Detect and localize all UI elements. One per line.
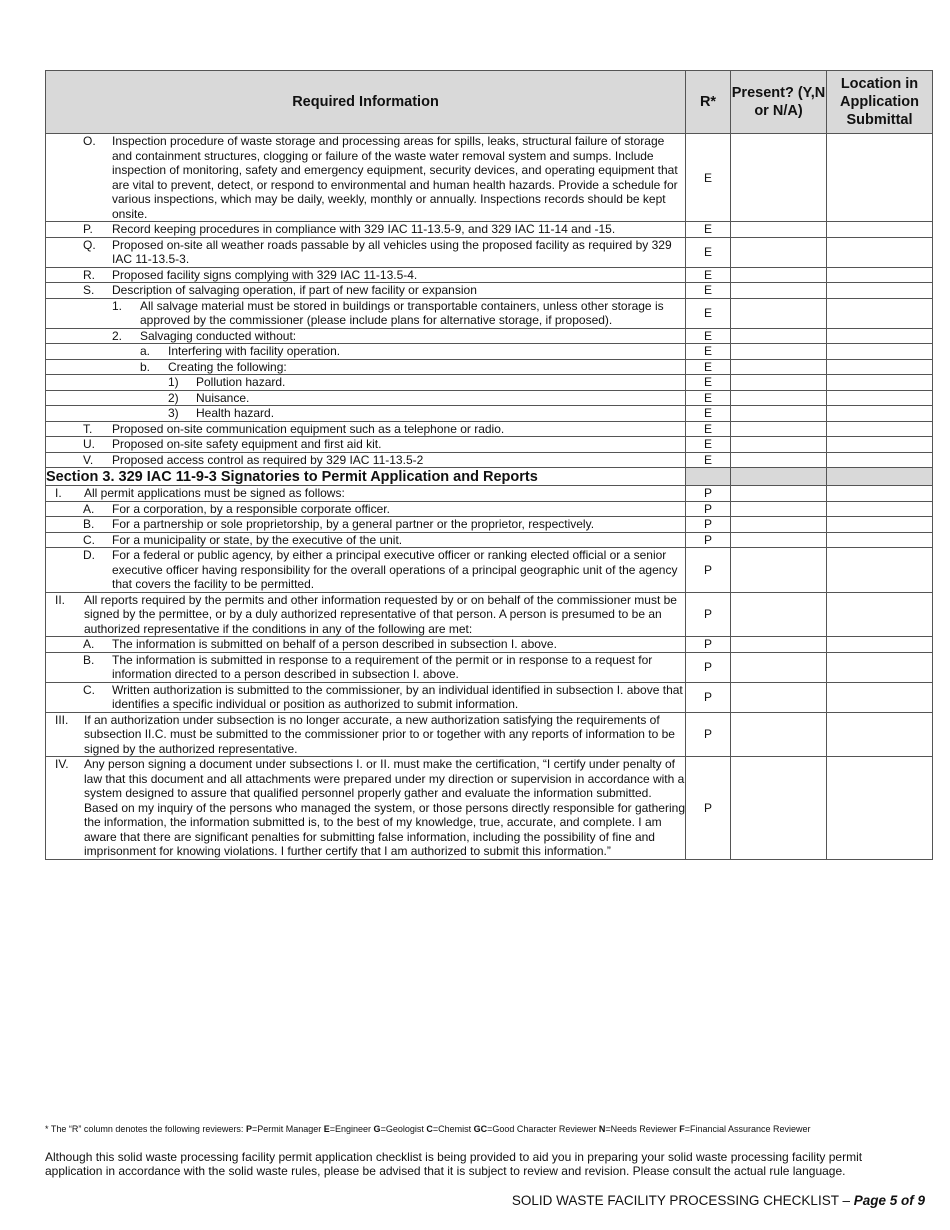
reviewer-footnote bbox=[45, 1124, 811, 1134]
header-present: Present? (Y,N or N/A) bbox=[731, 71, 827, 134]
item-text: Health hazard. bbox=[196, 406, 275, 420]
list-item bbox=[46, 502, 685, 517]
required-info-cell bbox=[46, 390, 686, 406]
item-marker: b. bbox=[140, 359, 151, 374]
present-cell[interactable] bbox=[731, 592, 827, 637]
item-text: Record keeping procedures in compliance with 329 IAC 11-13.5-9, and 329 IAC 11-14 and -15. bbox=[112, 222, 616, 236]
location-cell[interactable] bbox=[827, 406, 933, 422]
location-cell[interactable] bbox=[827, 757, 933, 860]
required-info-cell bbox=[46, 548, 686, 593]
list-item bbox=[46, 238, 685, 267]
required-info-cell bbox=[46, 712, 686, 757]
disclaimer-text: Although this solid waste processing facility permit application checklist is being provided to aid you in preparing your solid waste processing facility permit application in accordance with the solid waste rules, please be advised that it is subject to review and revision. Please consult the actual rule language. bbox=[45, 1150, 863, 1178]
location-cell[interactable] bbox=[827, 222, 933, 238]
required-info-cell bbox=[46, 222, 686, 238]
reviewer-code: P bbox=[686, 757, 731, 860]
location-cell[interactable] bbox=[827, 682, 933, 712]
reviewer-code-label: =Chemist bbox=[432, 1124, 474, 1134]
required-info-cell bbox=[46, 406, 686, 422]
item-text: Creating the following: bbox=[168, 359, 287, 374]
reviewer-code-label: =Good Character Reviewer bbox=[487, 1124, 599, 1134]
table-row bbox=[46, 375, 933, 391]
location-cell[interactable] bbox=[827, 452, 933, 468]
table-row bbox=[46, 344, 933, 360]
reviewer-code-key: N bbox=[598, 1124, 606, 1134]
section-3-title: Section 3. 329 IAC 11-9-3 Signatories to Permit Application and Reports bbox=[46, 468, 686, 486]
item-text: Salvaging conducted without: bbox=[140, 328, 297, 343]
item-marker: 1) bbox=[168, 375, 179, 389]
table-row bbox=[46, 452, 933, 468]
table-row bbox=[46, 548, 933, 593]
item-marker: IV. bbox=[55, 757, 69, 771]
item-marker: A. bbox=[83, 501, 95, 516]
location-cell[interactable] bbox=[827, 486, 933, 502]
required-info-cell bbox=[46, 134, 686, 222]
reviewer-code: E bbox=[686, 375, 731, 391]
present-cell[interactable] bbox=[731, 375, 827, 391]
list-item bbox=[46, 533, 685, 548]
present-cell[interactable] bbox=[731, 757, 827, 860]
required-info-cell bbox=[46, 328, 686, 344]
reviewer-code-key: E bbox=[323, 1124, 330, 1134]
required-info-cell bbox=[46, 517, 686, 533]
list-item bbox=[46, 329, 685, 344]
list-item bbox=[46, 222, 685, 237]
item-marker: I. bbox=[55, 486, 62, 500]
item-text: All reports required by the permits and other information requested by or on behalf of the commissioner must be signed by the permittee, or by a duly authorized representative of that person. A person is presumed to be an authorized representative if the conditions in any of the following are met: bbox=[84, 592, 677, 636]
reviewer-code: P bbox=[686, 592, 731, 637]
present-cell[interactable] bbox=[731, 298, 827, 328]
present-cell[interactable] bbox=[731, 328, 827, 344]
item-marker: II. bbox=[55, 592, 66, 607]
reviewer-code: E bbox=[686, 298, 731, 328]
reviewer-code: P bbox=[686, 517, 731, 533]
present-cell[interactable] bbox=[731, 222, 827, 238]
required-info-cell bbox=[46, 237, 686, 267]
required-info-cell bbox=[46, 501, 686, 517]
location-cell[interactable] bbox=[827, 237, 933, 267]
list-item bbox=[46, 268, 685, 283]
present-cell[interactable] bbox=[731, 452, 827, 468]
reviewer-code: E bbox=[686, 390, 731, 406]
table-row bbox=[46, 390, 933, 406]
item-text: Pollution hazard. bbox=[196, 375, 286, 389]
list-item bbox=[46, 375, 685, 390]
footnote-prefix: * The “R” column denotes the following reviewers: bbox=[45, 1124, 246, 1134]
list-item bbox=[46, 134, 685, 221]
item-marker: V. bbox=[83, 452, 94, 467]
required-info-cell bbox=[46, 344, 686, 360]
reviewer-code: E bbox=[686, 452, 731, 468]
reviewer-code: E bbox=[686, 437, 731, 453]
item-marker: a. bbox=[140, 344, 151, 358]
page-number: Page 5 of 9 bbox=[853, 1193, 925, 1208]
table-row bbox=[46, 267, 933, 283]
table-row bbox=[46, 283, 933, 299]
table-row bbox=[46, 359, 933, 375]
list-item bbox=[46, 422, 685, 437]
item-marker: S. bbox=[83, 283, 95, 297]
item-marker: A. bbox=[83, 637, 95, 651]
header-required-information: Required Information bbox=[46, 71, 686, 134]
list-item bbox=[46, 453, 685, 468]
item-text: If an authorization under subsection is no longer accurate, a new authorization satisfying the requirements of subsection II.C. must be submitted to the commissioner prior to or together with any reports of information to be signed by the authorized representative. bbox=[84, 712, 675, 756]
item-text: All permit applications must be signed as follows: bbox=[84, 486, 345, 500]
item-marker: B. bbox=[83, 517, 95, 531]
table-row bbox=[46, 517, 933, 533]
table-row bbox=[46, 421, 933, 437]
reviewer-code: P bbox=[686, 637, 731, 653]
reviewer-code: E bbox=[686, 222, 731, 238]
section-3-header-row bbox=[46, 468, 933, 486]
table-row bbox=[46, 437, 933, 453]
item-text: Interfering with facility operation. bbox=[168, 344, 341, 358]
reviewer-code-label: =Needs Reviewer bbox=[605, 1124, 680, 1134]
required-info-cell bbox=[46, 437, 686, 453]
item-marker: U. bbox=[83, 437, 95, 451]
location-cell[interactable] bbox=[827, 390, 933, 406]
item-marker: D. bbox=[83, 548, 95, 562]
present-cell[interactable] bbox=[731, 344, 827, 360]
reviewer-code-key: G bbox=[373, 1124, 381, 1134]
table-row bbox=[46, 501, 933, 517]
present-cell[interactable] bbox=[731, 237, 827, 267]
reviewer-code-key: C bbox=[426, 1124, 433, 1134]
location-cell[interactable] bbox=[827, 517, 933, 533]
item-text: Inspection procedure of waste storage and processing areas for spills, leaks, structural failure of storage and containment structures, clogging or failure of the waste water removal system and sumps. Include inspection of monitoring, safety and emergency equipment, security devices, and operating equipment that are vital to prevent, detect, or respond to environmental and human health hazards. Provide a schedule for various inspections, which may be daily, weekly, monthly or annually. Inspections records should be kept onsite. bbox=[112, 134, 678, 221]
present-cell[interactable] bbox=[731, 267, 827, 283]
reviewer-code: P bbox=[686, 712, 731, 757]
footer-title: SOLID WASTE FACILITY PROCESSING CHECKLIST – bbox=[511, 1193, 854, 1208]
location-cell[interactable] bbox=[827, 532, 933, 548]
checklist-table bbox=[45, 70, 933, 860]
reviewer-code: E bbox=[686, 134, 731, 222]
required-info-cell bbox=[46, 637, 686, 653]
reviewer-code: P bbox=[686, 548, 731, 593]
item-text: Description of salvaging operation, if part of new facility or expansion bbox=[112, 283, 477, 297]
location-cell[interactable] bbox=[827, 421, 933, 437]
reviewer-code: P bbox=[686, 532, 731, 548]
reviewer-code: E bbox=[686, 283, 731, 299]
location-cell[interactable] bbox=[827, 592, 933, 637]
reviewer-code: E bbox=[686, 406, 731, 422]
table-header-row bbox=[46, 71, 933, 134]
location-cell[interactable] bbox=[827, 637, 933, 653]
reviewer-code: P bbox=[686, 652, 731, 682]
item-marker: R. bbox=[83, 267, 95, 282]
table-row bbox=[46, 328, 933, 344]
list-item bbox=[46, 683, 685, 712]
item-text: For a partnership or sole proprietorship, by a general partner or the proprietor, respectively. bbox=[112, 517, 595, 531]
present-cell[interactable] bbox=[731, 437, 827, 453]
required-info-cell bbox=[46, 298, 686, 328]
item-text: Proposed access control as required by 329 IAC 11-13.5-2 bbox=[112, 452, 424, 467]
item-text: Proposed facility signs complying with 329 IAC 11-13.5-4. bbox=[112, 267, 418, 282]
required-info-cell bbox=[46, 682, 686, 712]
present-cell[interactable] bbox=[731, 652, 827, 682]
item-marker: B. bbox=[83, 652, 95, 667]
present-cell[interactable] bbox=[731, 134, 827, 222]
item-text: Proposed on-site all weather roads passable by all vehicles using the proposed facility as required by 329 IAC 11-13.5-3. bbox=[112, 237, 672, 266]
reviewer-code: P bbox=[686, 486, 731, 502]
item-marker: 1. bbox=[112, 298, 123, 313]
header-location: Location in Application Submittal bbox=[827, 71, 933, 134]
reviewer-code: E bbox=[686, 328, 731, 344]
list-item bbox=[46, 637, 685, 652]
item-marker: T. bbox=[83, 421, 93, 436]
required-info-cell bbox=[46, 359, 686, 375]
list-item bbox=[46, 713, 685, 757]
table-row bbox=[46, 637, 933, 653]
list-item bbox=[46, 344, 685, 359]
present-cell[interactable] bbox=[731, 486, 827, 502]
reviewer-code: E bbox=[686, 421, 731, 437]
item-text: Proposed on-site communication equipment such as a telephone or radio. bbox=[112, 421, 505, 436]
location-cell[interactable] bbox=[827, 344, 933, 360]
reviewer-code-label: =Engineer bbox=[329, 1124, 374, 1134]
list-item bbox=[46, 283, 685, 298]
present-cell[interactable] bbox=[731, 390, 827, 406]
present-cell[interactable] bbox=[731, 421, 827, 437]
reviewer-code-key: GC bbox=[473, 1124, 488, 1134]
present-cell[interactable] bbox=[731, 517, 827, 533]
location-cell[interactable] bbox=[827, 298, 933, 328]
location-cell[interactable] bbox=[827, 267, 933, 283]
reviewer-code-key: P bbox=[245, 1124, 252, 1134]
item-text: All salvage material must be stored in buildings or transportable containers, unless other storage is approved by the commissioner (please include plans for alternative storage, if proposed). bbox=[140, 298, 664, 327]
item-text: Proposed on-site safety equipment and first aid kit. bbox=[112, 437, 382, 451]
item-text: The information is submitted on behalf of a person described in subsection I. above. bbox=[112, 637, 557, 651]
list-item bbox=[46, 391, 685, 406]
reviewer-code: E bbox=[686, 359, 731, 375]
list-item bbox=[46, 653, 685, 682]
required-info-cell bbox=[46, 652, 686, 682]
location-cell[interactable] bbox=[827, 501, 933, 517]
item-text: Written authorization is submitted to the commissioner, by an individual identified in subsection I. above that identifies a specific individual or position as authorized to submit information. bbox=[112, 682, 683, 711]
item-marker: O. bbox=[83, 134, 96, 148]
list-item bbox=[46, 406, 685, 421]
location-cell[interactable] bbox=[827, 283, 933, 299]
table-row bbox=[46, 592, 933, 637]
table-row bbox=[46, 406, 933, 422]
present-cell[interactable] bbox=[731, 682, 827, 712]
reviewer-code: E bbox=[686, 237, 731, 267]
table-row bbox=[46, 757, 933, 860]
reviewer-code: P bbox=[686, 501, 731, 517]
list-item bbox=[46, 299, 685, 328]
list-item bbox=[46, 757, 685, 859]
reviewer-code-label: =Permit Manager bbox=[251, 1124, 324, 1134]
required-info-cell bbox=[46, 452, 686, 468]
required-info-cell bbox=[46, 486, 686, 502]
location-cell[interactable] bbox=[827, 652, 933, 682]
location-cell[interactable] bbox=[827, 134, 933, 222]
item-marker: P. bbox=[83, 222, 93, 236]
item-marker: III. bbox=[55, 712, 69, 727]
list-item bbox=[46, 437, 685, 452]
item-marker: C. bbox=[83, 682, 95, 697]
reviewer-code-label: =Geologist bbox=[380, 1124, 427, 1134]
present-cell[interactable] bbox=[731, 532, 827, 548]
reviewer-code: E bbox=[686, 344, 731, 360]
required-info-cell bbox=[46, 283, 686, 299]
item-marker: 3) bbox=[168, 406, 179, 420]
reviewer-code: E bbox=[686, 267, 731, 283]
table-row bbox=[46, 486, 933, 502]
table-row bbox=[46, 652, 933, 682]
location-cell[interactable] bbox=[827, 375, 933, 391]
reviewer-code-key: F bbox=[679, 1124, 685, 1134]
item-text: For a municipality or state, by the executive of the unit. bbox=[112, 532, 403, 547]
location-cell[interactable] bbox=[827, 328, 933, 344]
item-text: Any person signing a document under subsections I. or II. must make the certification, “I certify under penalty of law that this document and all attachments were prepared under my direction or supervision in accordance with a system designed to assure that qualified personnel properly gather and evaluate the information submitted. Based on my inquiry of the persons who managed the system, or those persons directly responsible for gathering the information, the information submitted is, to the best of my knowledge, true, accurate, and complete. I am aware that there are significant penalties for submitting false information, including the possibility of fine and imprisonment for knowing violations. I further certify that I am authorized to submit this information.” bbox=[84, 757, 685, 858]
reviewer-code-label: =Financial Assurance Reviewer bbox=[684, 1124, 811, 1134]
reviewer-code: P bbox=[686, 682, 731, 712]
table-row bbox=[46, 532, 933, 548]
item-marker: 2) bbox=[168, 390, 179, 405]
present-cell[interactable] bbox=[731, 283, 827, 299]
table-row bbox=[46, 298, 933, 328]
required-info-cell bbox=[46, 532, 686, 548]
required-info-cell bbox=[46, 375, 686, 391]
location-cell[interactable] bbox=[827, 437, 933, 453]
item-text: For a corporation, by a responsible corporate officer. bbox=[112, 501, 390, 516]
item-marker: C. bbox=[83, 532, 95, 547]
list-item bbox=[46, 548, 685, 592]
present-cell[interactable] bbox=[731, 548, 827, 593]
item-text: The information is submitted in response to a requirement of the permit or in response to a request for information directed to a person described in subsection I. above. bbox=[112, 652, 653, 681]
table-row bbox=[46, 237, 933, 267]
table-row bbox=[46, 134, 933, 222]
required-info-cell bbox=[46, 592, 686, 637]
list-item bbox=[46, 360, 685, 375]
item-marker: 2. bbox=[112, 328, 123, 343]
present-cell[interactable] bbox=[731, 406, 827, 422]
present-cell[interactable] bbox=[731, 359, 827, 375]
location-cell[interactable] bbox=[827, 359, 933, 375]
list-item bbox=[46, 517, 685, 532]
location-cell[interactable] bbox=[827, 712, 933, 757]
present-cell[interactable] bbox=[731, 501, 827, 517]
item-text: For a federal or public agency, by either a principal executive officer or ranking elected official or a senior executive officer having responsibility for the overall operations of a principal geographic unit of the agency that covers the facility to be permitted. bbox=[112, 548, 678, 591]
item-marker: Q. bbox=[83, 237, 96, 252]
page-footer bbox=[512, 1193, 925, 1208]
table-row bbox=[46, 712, 933, 757]
table-row bbox=[46, 222, 933, 238]
list-item bbox=[46, 486, 685, 501]
required-info-cell bbox=[46, 267, 686, 283]
table-row bbox=[46, 682, 933, 712]
present-cell[interactable] bbox=[731, 637, 827, 653]
list-item bbox=[46, 593, 685, 637]
required-info-cell bbox=[46, 757, 686, 860]
location-cell[interactable] bbox=[827, 548, 933, 593]
required-info-cell bbox=[46, 421, 686, 437]
item-text: Nuisance. bbox=[196, 390, 250, 405]
present-cell[interactable] bbox=[731, 712, 827, 757]
header-reviewer: R* bbox=[686, 71, 731, 134]
